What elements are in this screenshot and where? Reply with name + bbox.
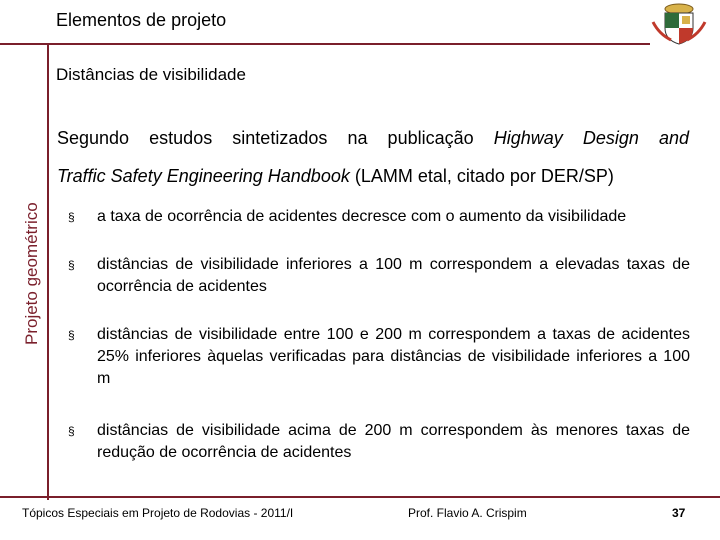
university-crest-icon bbox=[651, 2, 707, 46]
list-item bbox=[68, 420, 690, 464]
page-number: 37 bbox=[672, 506, 686, 520]
slide-subtitle: Distâncias de visibilidade bbox=[56, 65, 246, 84]
bullet-text: distâncias de visibilidade entre 100 e 200 m correspondem a taxas de acidentes 25% inferiores àquelas verificadas para distâncias de visibilidade inferiores a 100 m bbox=[97, 326, 690, 387]
list-item bbox=[68, 206, 690, 228]
header-title: Elementos de projeto bbox=[56, 10, 227, 30]
list-item bbox=[68, 324, 690, 390]
footer-divider bbox=[0, 496, 720, 498]
bullet-marker: § bbox=[68, 328, 75, 342]
bullet-marker: § bbox=[68, 424, 75, 438]
footer-author: Prof. Flavio A. Crispim bbox=[408, 506, 527, 520]
header-divider bbox=[0, 43, 650, 45]
bullet-marker: § bbox=[68, 258, 75, 272]
side-section-label: Projeto geométrico bbox=[22, 202, 41, 345]
bullet-text: a taxa de ocorrência de acidentes decresce com o aumento da visibilidade bbox=[97, 208, 627, 225]
bullet-text: distâncias de visibilidade acima de 200 m correspondem às menores taxas de redução de ocorrência de acidentes bbox=[97, 422, 690, 461]
intro-line-1: Segundo estudos sintetizados na publicação Highway Design and bbox=[57, 128, 689, 148]
footer-course: Tópicos Especiais em Projeto de Rodovias - 2011/I bbox=[22, 506, 294, 520]
bullet-text: distâncias de visibilidade inferiores a 100 m correspondem a elevadas taxas de ocorrência de acidentes bbox=[97, 256, 690, 295]
bullet-marker: § bbox=[68, 210, 75, 224]
intro-line-2: Traffic Safety Engineering Handbook (LAMM etal, citado por DER/SP) bbox=[57, 166, 614, 186]
list-item bbox=[68, 254, 690, 298]
publication-title: Highway Design and bbox=[493, 128, 689, 148]
intro-paragraph bbox=[57, 119, 689, 195]
side-divider bbox=[47, 44, 49, 500]
publication-title: Traffic Safety Engineering Handbook bbox=[57, 166, 350, 186]
bullet-list bbox=[68, 206, 690, 464]
